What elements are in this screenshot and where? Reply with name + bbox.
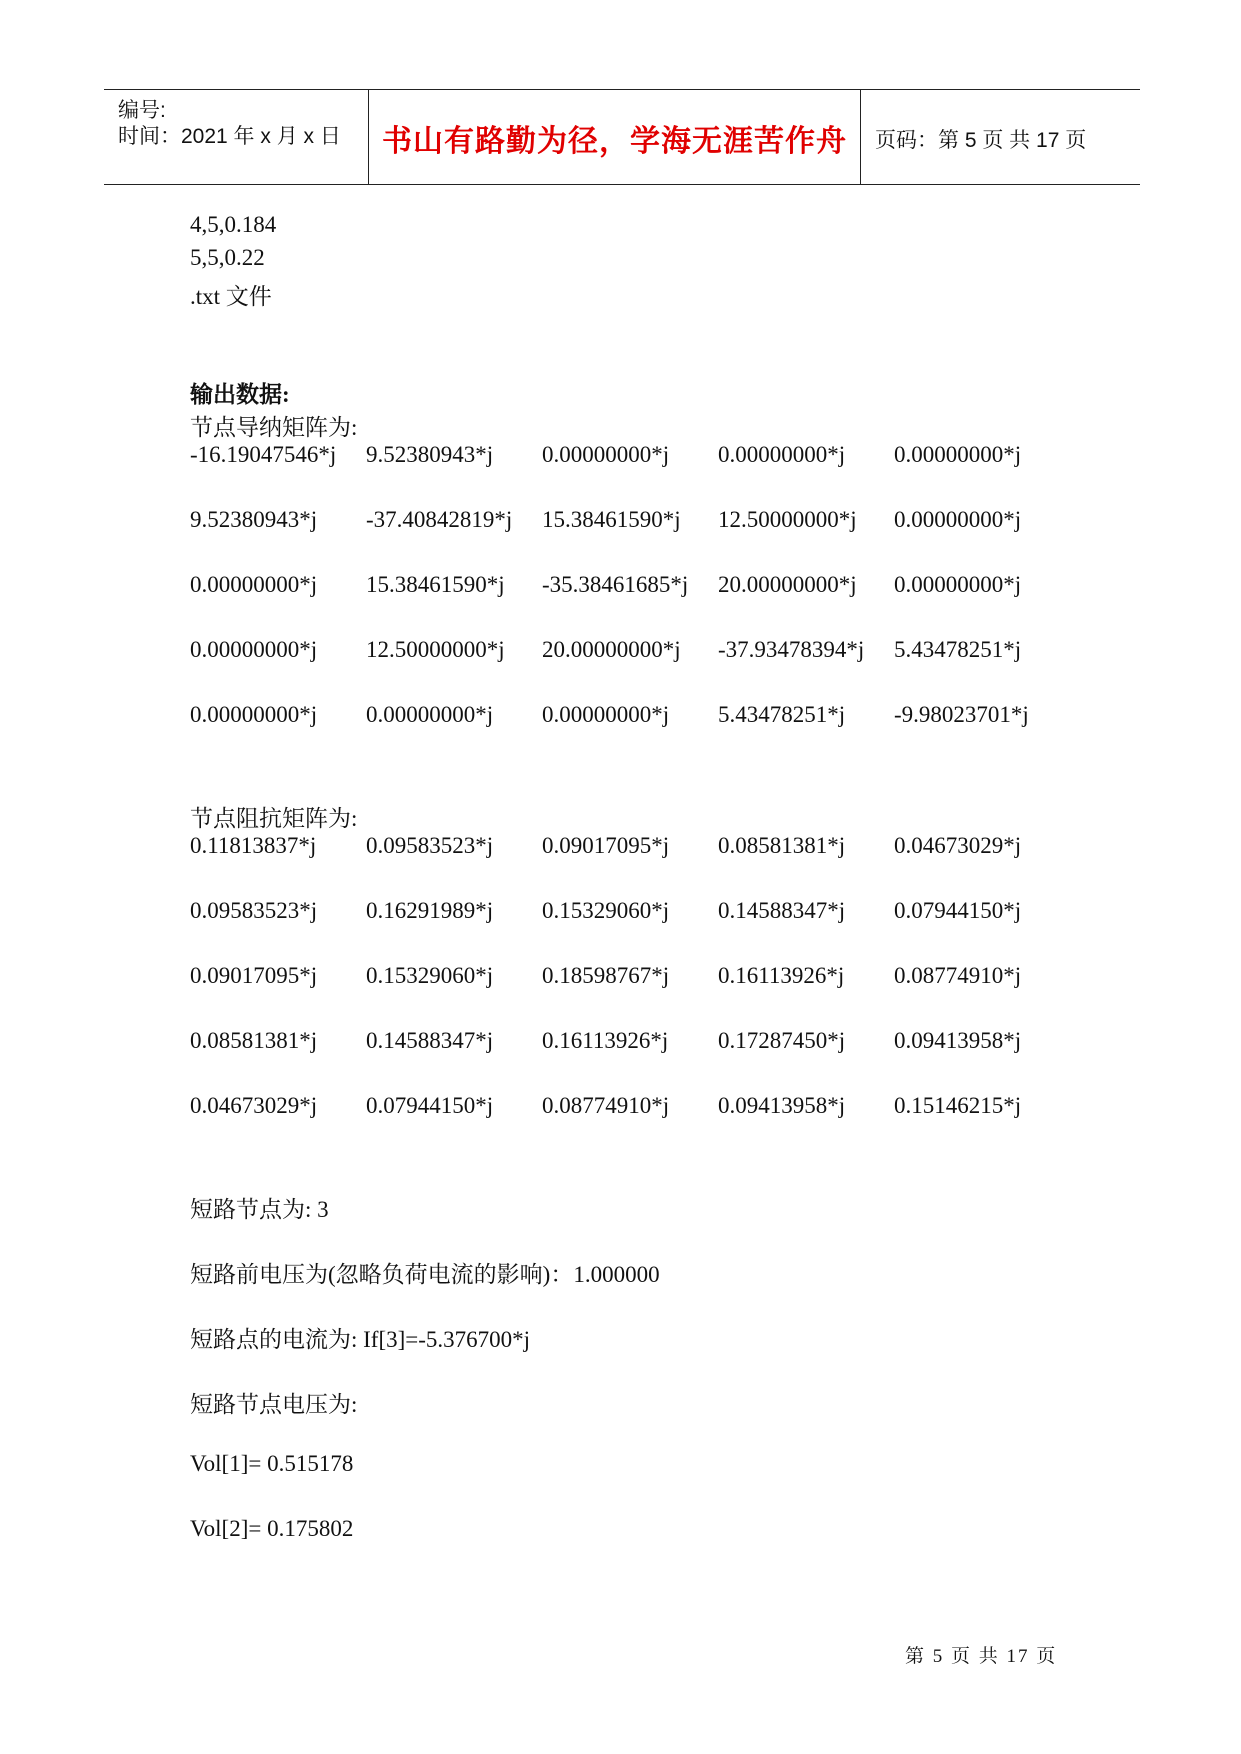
matrix-cell: 0.15329060*j bbox=[366, 963, 494, 988]
matrix-cell: 0.04673029*j bbox=[190, 1093, 318, 1118]
matrix-cell: 0.16113926*j bbox=[542, 1028, 669, 1053]
doc-time-label: 时间：2021 年 x 月 x 日 bbox=[118, 125, 341, 148]
input-line: 5,5,0.22 bbox=[190, 245, 265, 270]
matrix-cell: 0.09413958*j bbox=[894, 1028, 1022, 1053]
result-line: 短路点的电流为: If[3]=-5.376700*j bbox=[190, 1327, 531, 1352]
matrix-cell: 0.00000000*j bbox=[894, 507, 1022, 532]
matrix-cell: 0.08581381*j bbox=[190, 1028, 318, 1053]
matrix-cell: -35.38461685*j bbox=[542, 572, 689, 597]
matrix-cell: 15.38461590*j bbox=[366, 572, 505, 597]
result-line: 短路节点电压为: bbox=[190, 1392, 358, 1417]
doc-code-label: 编号: bbox=[118, 99, 166, 122]
matrix-cell: 0.08581381*j bbox=[718, 833, 846, 858]
result-line: 短路节点为: 3 bbox=[190, 1197, 329, 1222]
header-page-number: 页码：第 5 页 共 17 页 bbox=[875, 129, 1087, 152]
matrix-cell: 0.14588347*j bbox=[366, 1028, 494, 1053]
input-line: .txt 文件 bbox=[190, 284, 272, 309]
matrix-cell: 0.00000000*j bbox=[190, 702, 318, 727]
header-motto-cell bbox=[369, 90, 861, 184]
output-heading: 输出数据: bbox=[190, 382, 290, 407]
matrix-cell: 0.00000000*j bbox=[542, 442, 670, 467]
matrix-cell: 0.11813837*j bbox=[190, 833, 317, 858]
matrix-cell: 0.16113926*j bbox=[718, 963, 845, 988]
impedance-title: 节点阻抗矩阵为: bbox=[190, 806, 358, 831]
matrix-cell: 0.14588347*j bbox=[718, 898, 846, 923]
matrix-cell: 0.08774910*j bbox=[542, 1093, 670, 1118]
matrix-cell: 0.00000000*j bbox=[718, 442, 846, 467]
matrix-cell: 0.18598767*j bbox=[542, 963, 670, 988]
matrix-cell: -37.93478394*j bbox=[718, 637, 865, 662]
header-motto: 书山有路勤为径，学海无涯苦作舟 bbox=[382, 125, 847, 158]
header-meta-cell bbox=[104, 90, 369, 184]
matrix-cell: 0.00000000*j bbox=[190, 637, 318, 662]
matrix-cell: 0.09017095*j bbox=[542, 833, 670, 858]
result-line: Vol[1]= 0.515178 bbox=[190, 1451, 354, 1476]
admittance-title: 节点导纳矩阵为: bbox=[190, 415, 358, 440]
matrix-cell: 0.09583523*j bbox=[190, 898, 318, 923]
matrix-cell: 0.16291989*j bbox=[366, 898, 494, 923]
matrix-cell: 0.00000000*j bbox=[894, 572, 1022, 597]
matrix-cell: 9.52380943*j bbox=[366, 442, 494, 467]
matrix-cell: 5.43478251*j bbox=[718, 702, 846, 727]
matrix-cell: 0.07944150*j bbox=[894, 898, 1022, 923]
matrix-cell: 9.52380943*j bbox=[190, 507, 318, 532]
matrix-cell: 0.17287450*j bbox=[718, 1028, 846, 1053]
matrix-cell: 15.38461590*j bbox=[542, 507, 681, 532]
matrix-cell: 0.09583523*j bbox=[366, 833, 494, 858]
input-line: 4,5,0.184 bbox=[190, 212, 277, 237]
matrix-cell: 0.07944150*j bbox=[366, 1093, 494, 1118]
matrix-cell: 0.08774910*j bbox=[894, 963, 1022, 988]
result-line: Vol[2]= 0.175802 bbox=[190, 1516, 354, 1541]
matrix-cell: 0.00000000*j bbox=[366, 702, 494, 727]
matrix-cell: 0.00000000*j bbox=[190, 572, 318, 597]
matrix-cell: 12.50000000*j bbox=[718, 507, 857, 532]
matrix-cell: 20.00000000*j bbox=[542, 637, 681, 662]
page-header bbox=[104, 89, 1140, 185]
header-page-cell bbox=[861, 90, 1140, 184]
matrix-cell: -16.19047546*j bbox=[190, 442, 337, 467]
matrix-cell: -9.98023701*j bbox=[894, 702, 1029, 727]
matrix-cell: 0.04673029*j bbox=[894, 833, 1022, 858]
matrix-cell: 0.00000000*j bbox=[542, 702, 670, 727]
matrix-cell: 0.09017095*j bbox=[190, 963, 318, 988]
matrix-cell: 0.09413958*j bbox=[718, 1093, 846, 1118]
matrix-cell: 12.50000000*j bbox=[366, 637, 505, 662]
matrix-cell: 0.15146215*j bbox=[894, 1093, 1022, 1118]
matrix-cell: 20.00000000*j bbox=[718, 572, 857, 597]
matrix-cell: 0.15329060*j bbox=[542, 898, 670, 923]
matrix-cell: -37.40842819*j bbox=[366, 507, 513, 532]
matrix-cell: 0.00000000*j bbox=[894, 442, 1022, 467]
matrix-cell: 5.43478251*j bbox=[894, 637, 1022, 662]
result-line: 短路前电压为(忽略负荷电流的影响)：1.000000 bbox=[190, 1262, 660, 1287]
footer-page-number: 第 5 页 共 17 页 bbox=[905, 1646, 1058, 1667]
